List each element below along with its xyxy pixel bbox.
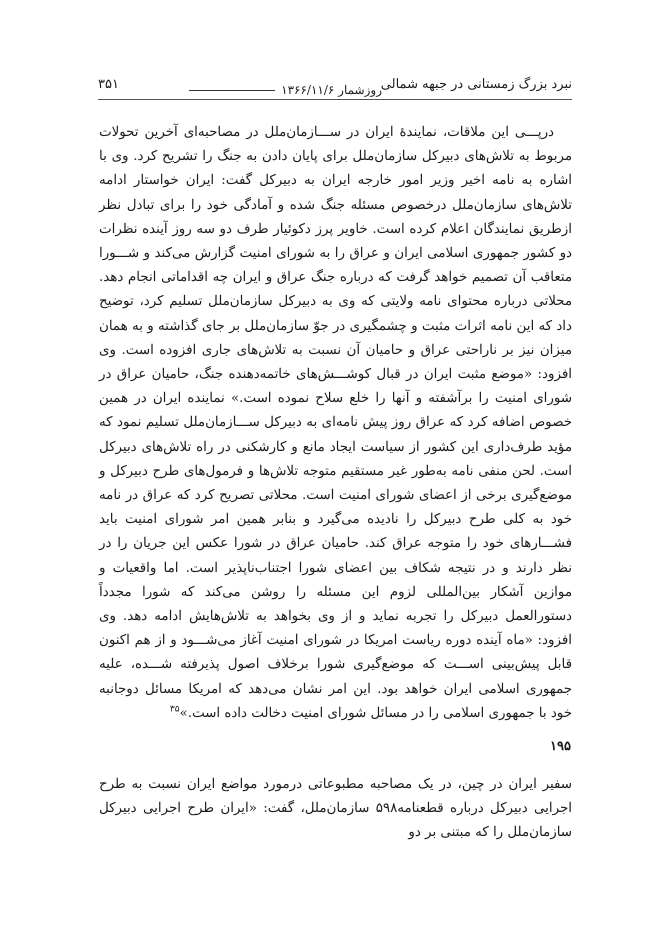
paragraph (99, 121, 572, 726)
main-text (99, 121, 572, 726)
paragraph-text: درپـــی این ملاقات، نمایندهٔ ایران در ســـازمان‌ملل در مصاحبه‌ای آخرین تحولات مربوط به تلاش‌های دبیرکل سازمان‌ملل برای پایان دادن به جنگ را تشریح کرد. وی با اشاره به نامه اخیر وزیر امور خارجه ایران به دبیرکل گفت: ایران خواستار ادامه تلاش‌های سازمان‌ملل درخصوص مسئله جنگ شده و آمادگی خود را برای تبادل نظر ازطریق نمایندگان اعلام کرده است. خاویر پرز دکوئیار طرف دو سه روز آینده نظرات دو کشور جمهوری اسلامی ایران و عراق را به شورای امنیت گزارش می‌کند و شـــورا متعاقب آن تصمیم خواهد گرفت که درباره جنگ عراق و ایران چه اقداماتی انجام دهد. محلاتی درباره محتوای نامه ولایتی که وی به دبیرکل سازمان‌ملل تسلیم کرد، توضیح داد که این نامه اثرات مثبت و چشمگیری در جوّ سازمان‌ملل بر جای گذاشته و به همان میزان نیز بر ناراحتی عراق و حامیان آن نسبت به تلاش‌های جاری افزوده است. وی افزود: «موضع مثبت ایران در قبال کوشـــش‌های خاتمه‌دهنده جنگ، حامیان عراق در شورای امنیت را برآشفته و آنها را خلع سلاح نموده است.» نماینده ایران در همین خصوص اضافه کرد که عراق روز پیش نامه‌ای به دبیرکل ســـازمان‌ملل تسلیم نمود که مؤید طرف‌داری این کشور از سیاست ایجاد مانع و کارشکنی در راه تلاش‌های دبیرکل است. لحن منفی نامه به‌طور غیر مستقیم متوجه تلاش‌ها و فرمول‌های طرح دبیرکل و موضع‌گیری برخی از اعضای شورای امنیت است. محلاتی تصریح کرد که عراق در نامه خود به کلی طرح دبیرکل را نادیده می‌گیرد و بنابر همین امر شورای امنیت باید فشـــارهای خود را متوجه عراق کند. حامیان عراق در شورا عکس این جریان را در نظر دارند و در نتیجه شکاف بین اعضای شورا اجتناب‌ناپذیر است. اما واقعیات و موازین آشکار بین‌المللی لزوم این مسئله را روشن می‌کند که شورا مجدداً دستورالعمل دبیرکل را تجربه نماید و از وی بخواهد به تلاش‌هایش ادامه دهد. وی افزود: «ماه آینده دوره ریاست امریکا در شورای امنیت آغاز می‌شـــود و از هم اکنون قابل پیش‌بینی اســـت که موضع‌گیری شورا برخلاف اصول پذیرفته شـــده، علیه جمهوری اسلامی ایران خواهد بود. این امر نشان می‌دهد که امریکا مسائل دوجانبه خود با جمهوری اسلامی را در مسائل شورای امنیت دخالت داده است.» (99, 125, 572, 721)
running-header (98, 74, 572, 100)
journal-date: روزشمار ۱۳۶۶/۱۱/۶ (281, 83, 382, 97)
section-number: ۱۹۵ (550, 739, 571, 754)
paragraph: سفیر ایران در چین، در یک مصاحبه مطبوعاتی درمورد مواضع ایران نسبت به طرح اجرایی دبیرکل درباره قطعنامه۵۹۸ سازمان‌ملل، گفت: «ایران طرح اجرایی دبیرکل سازمان‌ملل را که مبتنی بر دو (99, 777, 573, 841)
header-rule (189, 90, 275, 91)
journal-label (189, 83, 382, 97)
second-text (99, 773, 572, 846)
book-title: نبرد بزرگ زمستانی در جبهه شمالی (380, 77, 572, 92)
page-number: ۳۵۱ (98, 77, 119, 92)
footnote-reference[interactable]: ۳۵ (169, 704, 180, 715)
header-divider (98, 99, 572, 100)
